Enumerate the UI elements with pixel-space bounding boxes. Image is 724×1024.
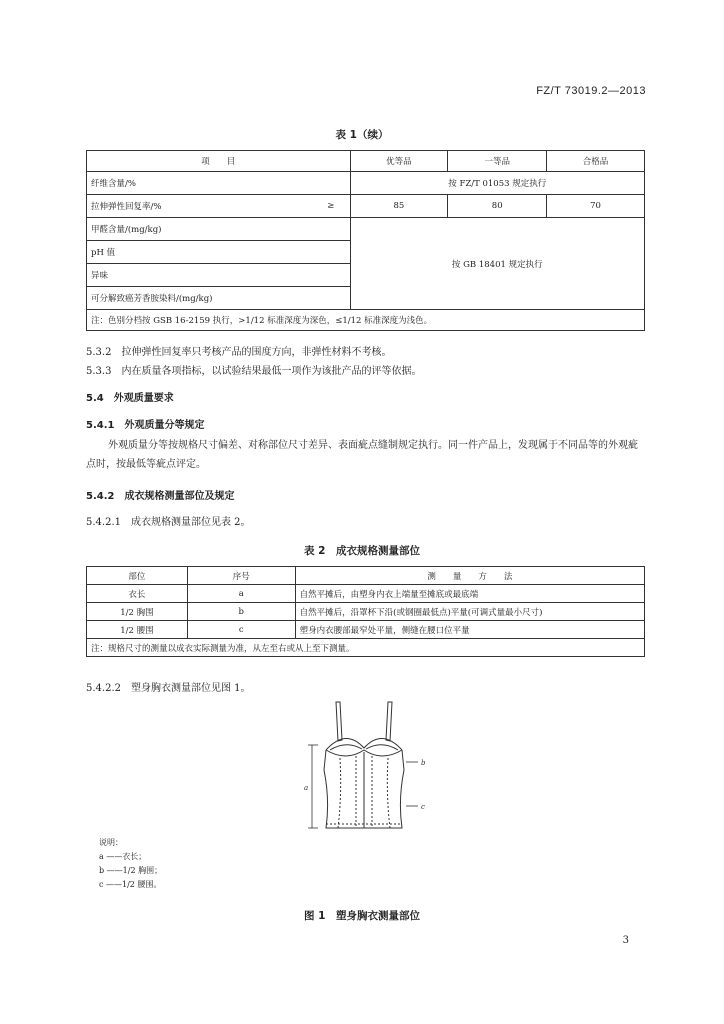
table2-part: 1/2 胸围: [87, 603, 188, 621]
legend-item-a: a ——衣长；: [99, 852, 147, 861]
left-strap: [336, 702, 342, 741]
recovery-value-grade2: 80: [448, 195, 547, 218]
table2-header-part: 部位: [87, 567, 188, 585]
table2-method: 自然平摊后，由塑身内衣上端量至摊底或最底端: [295, 585, 644, 603]
table-row: [87, 621, 645, 639]
table-row: [87, 603, 645, 621]
table-1: [86, 150, 645, 331]
table1-header-row: [87, 151, 645, 172]
table-row: [87, 172, 645, 195]
table2-header-row: [87, 567, 645, 585]
corset-figure: [296, 700, 436, 835]
table1-caption: 表 1（续）: [335, 129, 389, 141]
table2-method: 自然平摊后，沿罩杯下沿(或钢圈最低点)平量(可调式量最小尺寸): [295, 603, 644, 621]
figure1-caption: 图 1 塑身胸衣测量部位: [304, 910, 420, 922]
section-5-3-2: 5.3.2 拉伸弹性回复率只考核产品的围度方向，非弹性材料不考核。: [86, 347, 392, 358]
dimension-b-label: b: [421, 759, 426, 767]
dimension-a-label: a: [304, 784, 309, 792]
cups-top: [326, 738, 402, 750]
legend-title: 说明：: [99, 838, 123, 847]
ph-label: pH 值: [87, 241, 351, 264]
table1-header-item: 项 目: [87, 151, 351, 172]
section-5-4-2-1: 5.4.2.1 成衣规格测量部位见表 2。: [86, 517, 251, 528]
table-row: [87, 310, 645, 331]
section-5-4-2-heading: 5.4.2 成衣规格测量部位及规定: [86, 491, 235, 502]
recovery-value-grade1: 85: [350, 195, 448, 218]
standard-code: FZ/T 73019.2—2013: [536, 85, 646, 97]
azo-dye-label: 可分解致癌芳香胺染料/(mg/kg): [87, 287, 351, 310]
fiber-content-value: 按 FZ/T 01053 规定执行: [350, 172, 645, 195]
section-5-4-heading: 5.4 外观质量要求: [86, 393, 174, 404]
table-row: [87, 218, 645, 241]
table2-number: c: [187, 621, 295, 639]
section-5-4-2-2: 5.4.2.2 塑身胸衣测量部位见图 1。: [86, 683, 251, 694]
table1-header-grade2: 一等品: [448, 151, 547, 172]
table-2: [86, 566, 645, 657]
legend-item-c: c ——1/2 腰围。: [99, 880, 162, 889]
recovery-ge-symbol: ≥: [312, 195, 350, 218]
table1-header-grade3: 合格品: [547, 151, 645, 172]
page-number: 3: [622, 935, 629, 946]
table1-note: 注：色别分档按 GSB 16-2159 执行，>1/12 标准深度为深色，≤1/12 标准深度为浅色。: [87, 310, 645, 331]
formaldehyde-label: 甲醛含量/(mg/kg): [87, 218, 351, 241]
gb-rule-value: 按 GB 18401 规定执行: [350, 218, 645, 310]
right-strap: [386, 702, 392, 741]
table2-header-method: 测 量 方 法: [295, 567, 644, 585]
section-5-4-1-body: 外观质量分等按规格尺寸偏差、对称部位尺寸差异、表面疵点缝制规定执行。同一件产品上，发现属于不同品等的外观疵点时，按最低等疵点评定。: [86, 440, 638, 470]
table2-caption: 表 2 成衣规格测量部位: [304, 545, 420, 557]
figure-legend: [99, 836, 162, 892]
table2-number: a: [187, 585, 295, 603]
table-row: [87, 639, 645, 657]
section-5-4-1-heading: 5.4.1 外观质量分等规定: [86, 420, 205, 431]
dimension-c-label: c: [421, 803, 425, 811]
recovery-label: 拉伸弹性回复率/%: [87, 195, 313, 218]
table-row: [87, 195, 645, 218]
table2-method: 塑身内衣腰部最窄处平量，侧缝在腰口位平量: [295, 621, 644, 639]
recovery-value-grade3: 70: [547, 195, 645, 218]
table2-number: b: [187, 603, 295, 621]
table2-part: 1/2 腰围: [87, 621, 188, 639]
table2-part: 衣长: [87, 585, 188, 603]
table2-note: 注：规格尺寸的测量以成衣实际测量为准，从左至右或从上至下测量。: [87, 639, 645, 657]
section-5-3-3: 5.3.3 内在质量各项指标，以试验结果最低一项作为该批产品的评等依据。: [86, 366, 422, 377]
table-row: [87, 585, 645, 603]
legend-item-b: b ——1/2 胸围；: [99, 866, 163, 875]
fiber-content-label: 纤维含量/%: [87, 172, 351, 195]
odor-label: 异味: [87, 264, 351, 287]
table1-header-grade1: 优等品: [350, 151, 448, 172]
table2-header-number: 序号: [187, 567, 295, 585]
